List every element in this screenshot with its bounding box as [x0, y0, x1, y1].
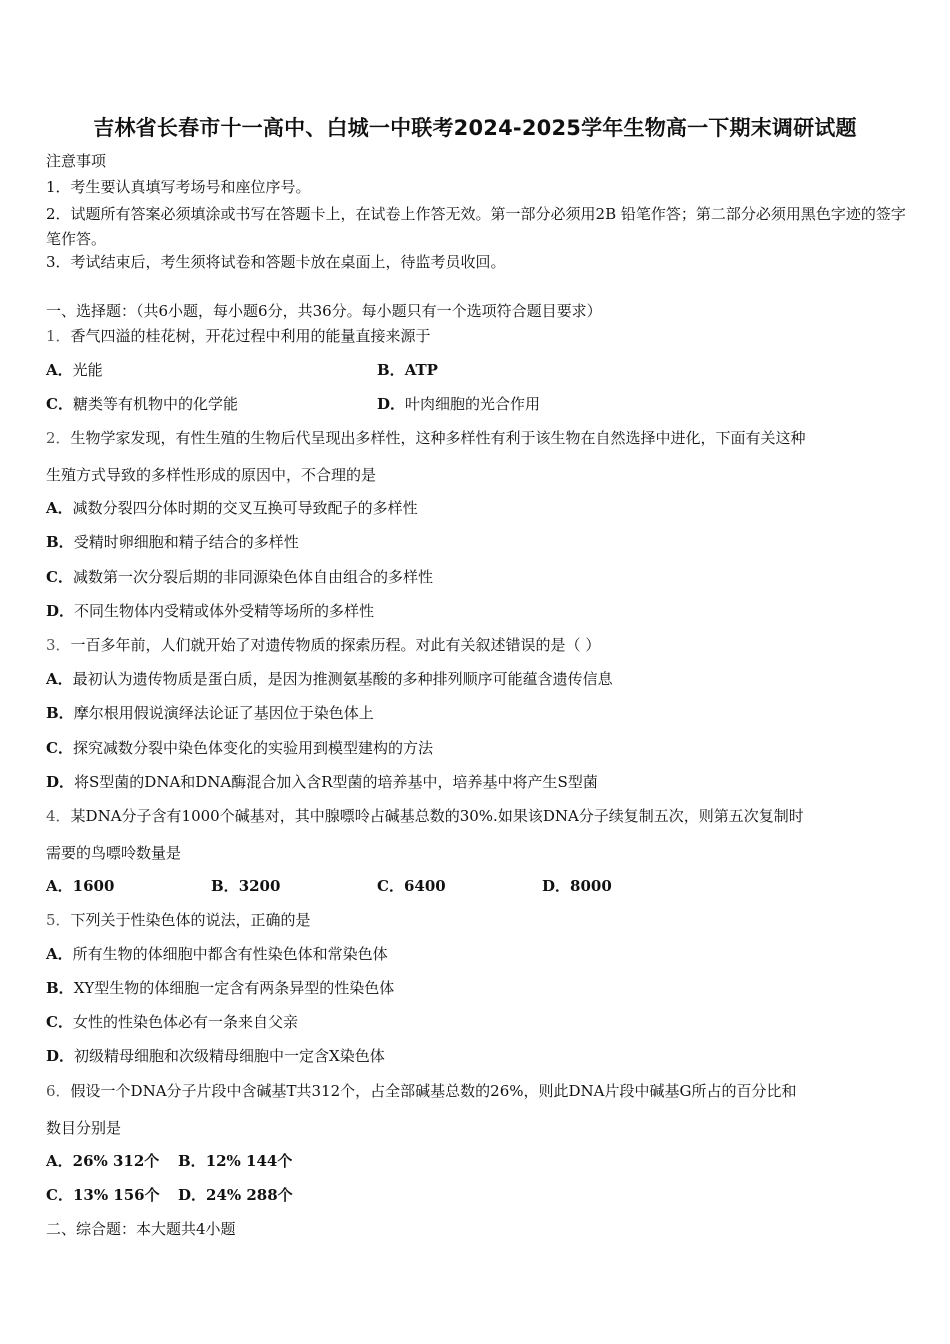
page-title: 吉林省长春市十一高中、白城一中联考2024-2025学年生物高一下期末调研试题	[93, 116, 857, 140]
question-text: 下列关于性染色体的说法，正确的是	[70, 911, 311, 929]
option: A．最初认为遗传物质是蛋白质，是因为推测氨基酸的多种排列顺序可能蕴含遗传信息	[46, 670, 613, 688]
option: A．减数分裂四分体时期的交叉互换可导致配子的多样性	[46, 499, 418, 517]
option: D．初级精母细胞和次级精母细胞中一定含X染色体	[46, 1047, 385, 1065]
question-stem	[46, 1081, 908, 1101]
question-text-cont: 生殖方式导致的多样性形成的原因中，不合理的是	[46, 466, 377, 484]
question-stem	[46, 635, 908, 655]
notice-item: 3．考试结束后，考生须将试卷和答题卡放在桌面上，待监考员收回。	[46, 253, 506, 271]
option: C．6400	[377, 877, 446, 895]
question-text-cont: 数目分别是	[46, 1119, 122, 1137]
question-number: 6．	[46, 1082, 71, 1100]
option: C．减数第一次分裂后期的非同源染色体自由组合的多样性	[46, 568, 433, 586]
option: C．女性的性染色体必有一条来自父亲	[46, 1013, 298, 1031]
question-text: 一百多年前，人们就开始了对遗传物质的探索历程。对此有关叙述错误的是（ ）	[70, 636, 601, 654]
question-number: 1．	[46, 327, 71, 345]
option: A．所有生物的体细胞中都含有性染色体和常染色体	[46, 945, 388, 963]
option: D．叶肉细胞的光合作用	[377, 395, 541, 413]
option: B．ATP	[377, 361, 438, 379]
question-text-cont: 需要的鸟嘌呤数量是	[46, 844, 182, 862]
notice-item: 2．试题所有答案必须填涂或书写在答题卡上，在试卷上作答无效。第一部分必须用2B 铅笔作答；第二部分必须用黑色字迹的签字笔作答。	[46, 205, 906, 248]
option: B．3200	[211, 877, 281, 895]
question-stem	[46, 910, 908, 930]
option: D．不同生物体内受精或体外受精等场所的多样性	[46, 602, 375, 620]
option: B．受精时卵细胞和精子结合的多样性	[46, 533, 299, 551]
question-number: 2．	[46, 429, 71, 447]
option: A．1600	[46, 877, 115, 895]
question-number: 4．	[46, 807, 71, 825]
notice-heading: 注意事项	[46, 152, 107, 170]
option: B．XY型生物的体细胞一定含有两条异型的性染色体	[46, 979, 395, 997]
section-heading: 一、选择题：（共6小题，每小题6分，共36分。每小题只有一个选项符合题目要求）	[46, 302, 602, 320]
option: B．12% 144个	[178, 1152, 293, 1170]
question-text: 假设一个DNA分子片段中含碱基T共312个，占全部碱基总数的26%，则此DNA片段中碱基G所占的百分比和	[70, 1082, 797, 1100]
option: D．24% 288个	[178, 1186, 293, 1204]
option: A．光能	[46, 361, 103, 379]
option: C．糖类等有机物中的化学能	[46, 395, 238, 413]
option: A．26% 312个	[46, 1152, 160, 1170]
question-text: 生物学家发现，有性生殖的生物后代呈现出多样性，这种多样性有利于该生物在自然选择中进化，下面有关这种	[70, 429, 806, 447]
option: B．摩尔根用假说演绎法论证了基因位于染色体上	[46, 704, 374, 722]
question-stem	[46, 806, 908, 826]
option: C．13% 156个	[46, 1186, 160, 1204]
question-stem	[46, 428, 908, 448]
question-text: 香气四溢的桂花树，开花过程中利用的能量直接来源于	[70, 327, 431, 345]
question-stem	[46, 326, 908, 346]
question-number: 5．	[46, 911, 71, 929]
section-heading: 二、综合题：本大题共4小题	[46, 1220, 236, 1238]
option: D．8000	[542, 877, 612, 895]
option: C．探究减数分裂中染色体变化的实验用到模型建构的方法	[46, 739, 433, 757]
question-number: 3．	[46, 636, 71, 654]
option: D．将S型菌的DNA和DNA酶混合加入含R型菌的培养基中，培养基中将产生S型菌	[46, 773, 598, 791]
question-text: 某DNA分子含有1000个碱基对，其中腺嘌呤占碱基总数的30%.如果该DNA分子续复制五次，则第五次复制时	[70, 807, 804, 825]
notice-item: 1．考生要认真填写考场号和座位序号。	[46, 178, 311, 196]
